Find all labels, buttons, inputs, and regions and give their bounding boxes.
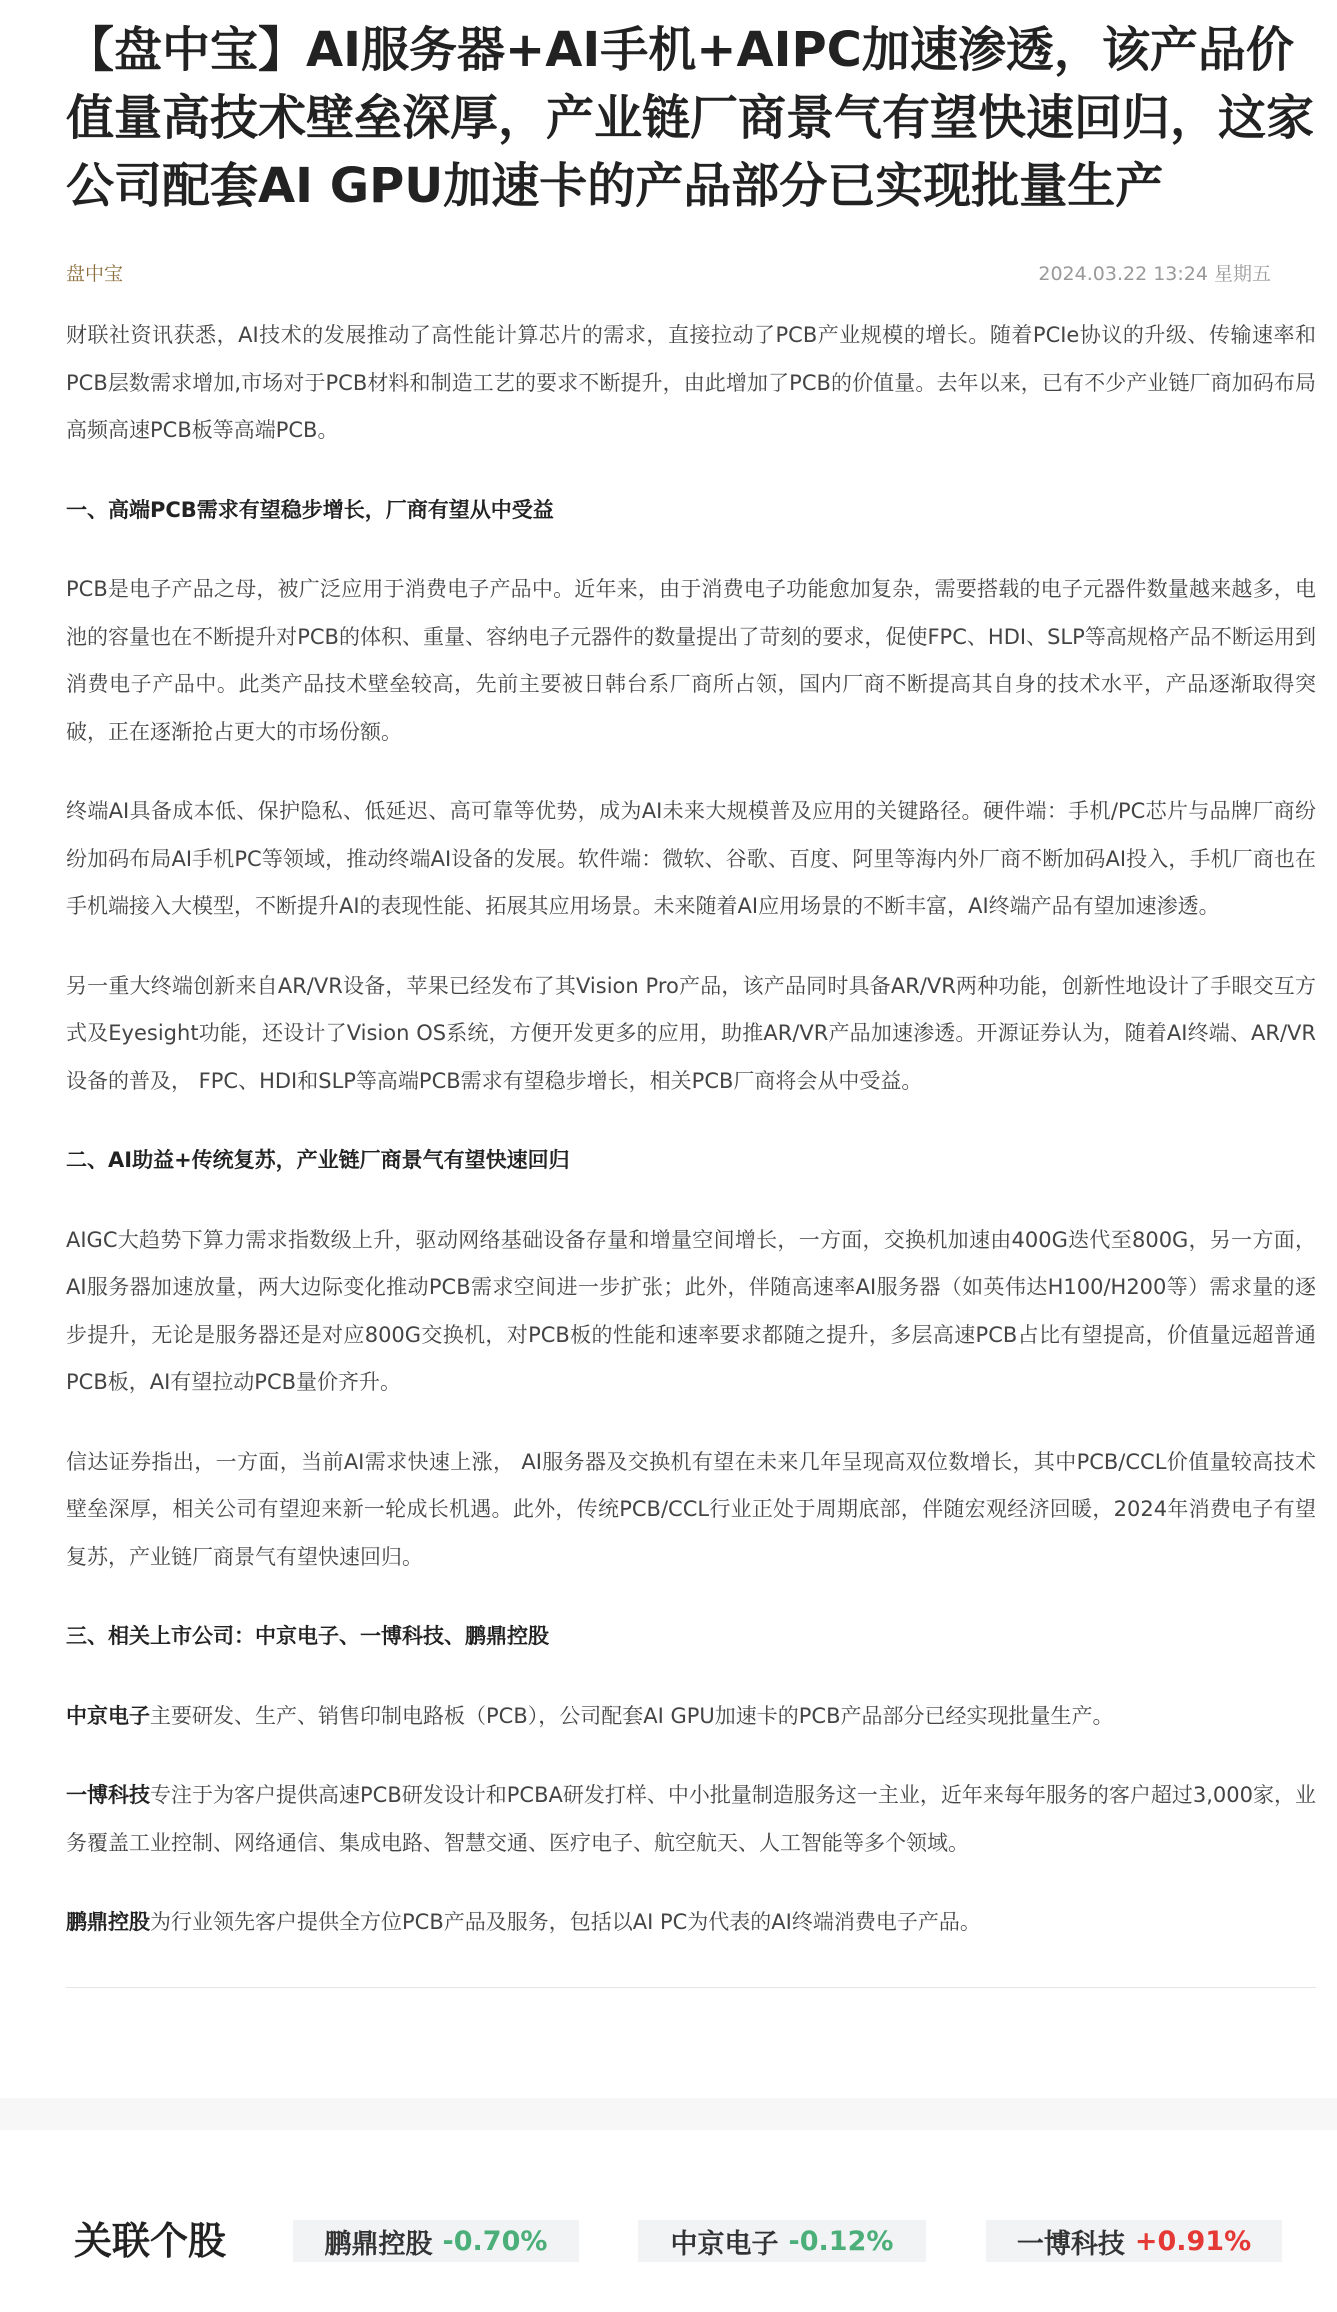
content-divider [66, 1987, 1316, 1988]
section1-paragraph-3: 另一重大终端创新来自AR/VR设备，苹果已经发布了其Vision Pro产品，该产品同时具备AR/VR两种功能，创新性地设计了手眼交互方式及Eyesight功能，还设计了Vision OS系统，方便开发更多的应用，助推AR/VR产品加速渗透。开源证券认为，随着AI终端、AR/VR设备的普及， FPC、HDI和SLP等高端PCB需求有望稳步增长，相关PCB厂商将会从中受益。 [66, 973, 1316, 1093]
stock-chip-zhongjing[interactable] [638, 2220, 926, 2262]
company-paragraph-2 [66, 1772, 1316, 1867]
stock-change: +0.91% [1134, 2225, 1252, 2257]
intro-paragraph: 财联社资讯获悉，AI技术的发展推动了高性能计算芯片的需求，直接拉动了PCB产业规模的增长。随着PCIe协议的升级、传输速率和PCB层数需求增加,市场对于PCB材料和制造工艺的要求不断提升，由此增加了PCB的价值量。去年以来，已有不少产业链厂商加码布局高频高速PCB板等高端PCB。 [66, 323, 1316, 442]
stock-name: 鹏鼎控股 [324, 2228, 433, 2260]
section1-paragraph-1: PCB是电子产品之母，被广泛应用于消费电子产品中。近年来，由于消费电子功能愈加复杂，需要搭载的电子元器件数量越来越多，电池的容量也在不断提升对PCB的体积、重量、容纳电子元器件的数量提出了苛刻的要求，促使FPC、HDI、SLP等高规格产品不断运用到消费电子产品中。此类产品技术壁垒较高，先前主要被日韩台系厂商所占领，国内厂商不断提高其自身的技术水平，产品逐渐取得突破，正在逐渐抢占更大的市场份额。 [66, 577, 1316, 744]
section2-paragraph-2: 信达证券指出，一方面，当前AI需求快速上涨， AI服务器及交换机有望在未来几年呈现高双位数增长，其中PCB/CCL价值量较高技术壁垒深厚，相关公司有望迎来新一轮成长机遇。此外，传统PCB/CCL行业正处于周期底部，伴随宏观经济回暖，2024年消费电子有望复苏，产业链厂商景气有望快速回归。 [66, 1449, 1316, 1569]
company-desc: 专注于为客户提供高速PCB研发设计和PCBA研发打样、中小批量制造服务这一主业，近年来每年服务的客户超过3,000家，业务覆盖工业控制、网络通信、集成电路、智慧交通、医疗电子、航空航天、人工智能等多个领域。 [66, 1783, 1317, 1855]
stock-chip-yibo[interactable] [986, 2220, 1282, 2262]
article-body [66, 312, 1316, 1947]
section-gap [0, 2098, 1337, 2130]
article-title: 【盘中宝】AI服务器+AI手机+AIPC加速渗透，该产品价值量高技术壁垒深厚，产业链厂商景气有望快速回归，这家公司配套AI GPU加速卡的产品部分已实现批量生产 [66, 22, 1315, 214]
section2-paragraph-1: AIGC大趋势下算力需求指数级上升，驱动网络基础设备存量和增量空间增长，一方面，交换机加速由400G迭代至800G，另一方面，AI服务器加速放量，两大边际变化推动PCB需求空间进一步扩张；此外，伴随高速率AI服务器（如英伟达H100/H200等）需求量的逐步提升，无论是服务器还是对应800G交换机，对PCB板的性能和速率要求都随之提升，多层高速PCB占比有望提高，价值量远超普通PCB板，AI有望拉动PCB量价齐升。 [66, 1227, 1316, 1394]
company-paragraph-3 [66, 1899, 1316, 1947]
company-desc: 为行业领先客户提供全方位PCB产品及服务，包括以AI PC为代表的AI终端消费电子产品。 [150, 1910, 981, 1934]
company-name: 一博科技 [66, 1783, 151, 1807]
company-name: 鹏鼎控股 [66, 1910, 150, 1934]
section-heading-2: 二、AI助益+传统复苏，产业链厂商景气有望快速回归 [66, 1148, 570, 1172]
related-stocks [0, 2130, 1337, 2312]
company-desc: 主要研发、生产、销售印制电路板（PCB），公司配套AI GPU加速卡的PCB产品部分已经实现批量生产。 [150, 1703, 1114, 1728]
stock-change: -0.70% [442, 2225, 548, 2257]
stock-name: 中京电子 [670, 2228, 779, 2260]
section1-paragraph-2: 终端AI具备成本低、保护隐私、低延迟、高可靠等优势，成为AI未来大规模普及应用的关键路径。硬件端：手机/PC芯片与品牌厂商纷纷加码布局AI手机PC等领域，推动终端AI设备的发展。软件端：微软、谷歌、百度、阿里等海内外厂商不断加码AI投入，手机厂商也在手机端接入大模型，不断提升AI的表现性能、拓展其应用场景。未来随着AI应用场景的不断丰富，AI终端产品有望加速渗透。 [66, 799, 1316, 918]
related-stocks-title: 关联个股 [74, 2219, 227, 2263]
section-heading-3: 三、相关上市公司：中京电子、一博科技、鹏鼎控股 [66, 1624, 549, 1648]
stock-chip-pengding[interactable] [293, 2220, 579, 2262]
section-heading-1: 一、高端PCB需求有望稳步增长，厂商有望从中受益 [66, 497, 554, 522]
article-datetime: 2024.03.22 13:24 星期五 [1038, 262, 1271, 285]
company-name: 中京电子 [66, 1703, 150, 1728]
stock-change: -0.12% [788, 2225, 894, 2257]
article-source[interactable]: 盘中宝 [66, 262, 124, 285]
article-meta [66, 252, 1271, 292]
company-paragraph-1 [66, 1693, 1316, 1741]
stock-name: 一博科技 [1016, 2228, 1125, 2260]
